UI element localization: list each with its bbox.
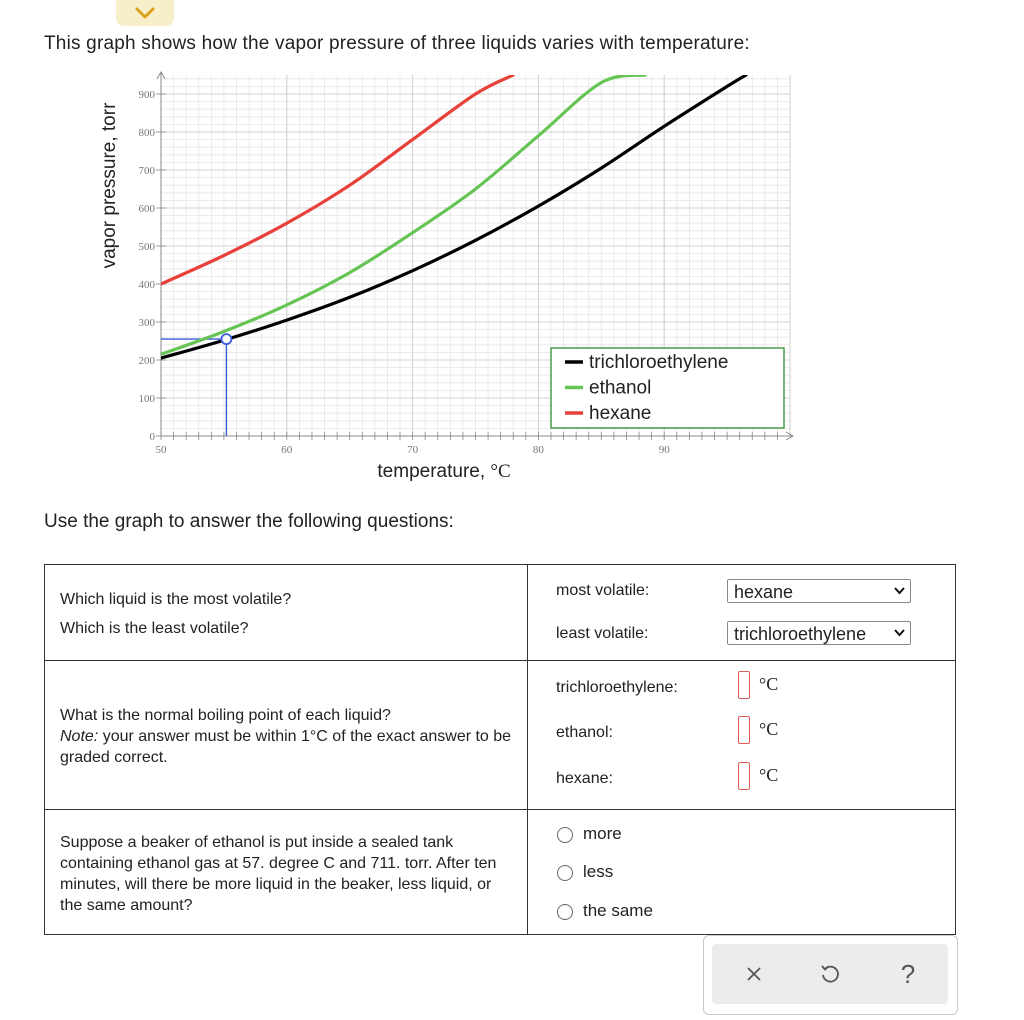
x-axis-label: temperature, °C (377, 461, 511, 482)
data-point-marker (221, 334, 231, 344)
legend-label-ethanol: ethanol (589, 377, 652, 399)
note-body: your answer must be within 1°C of the exact answer to be graded correct. (60, 728, 512, 766)
y-tick-label: 900 (138, 89, 155, 101)
least-volatile-label: least volatile: (556, 625, 649, 642)
y-tick-label: 0 (149, 431, 155, 443)
radio-same[interactable] (557, 904, 573, 920)
chevron-down-icon (894, 587, 905, 595)
legend-label-trichloroethylene: trichloroethylene (589, 352, 729, 373)
x-tick-label: 90 (658, 444, 670, 456)
x-tick-label: 80 (532, 444, 544, 456)
question-table (44, 564, 956, 935)
boiling-label-hexane: hexane: (556, 770, 613, 787)
y-tick-label: 600 (138, 203, 155, 215)
y-tick-label: 800 (138, 127, 155, 139)
y-tick-label: 400 (138, 279, 155, 291)
help-icon (898, 961, 918, 987)
y-axis-label: vapor pressure, torr (99, 102, 120, 269)
unit-celsius: °C (759, 674, 779, 694)
boiling-input-ethanol[interactable] (738, 716, 750, 744)
question-volatility (45, 565, 527, 639)
x-tick-label: 60 (281, 444, 293, 456)
y-tick-label: 300 (138, 317, 155, 329)
svg-text:?: ? (900, 961, 916, 987)
question-text: What is the normal boiling point of each liquid? (60, 707, 391, 724)
question-boiling (45, 661, 527, 768)
select-value: hexane (734, 582, 794, 602)
legend-label-hexane: hexane (589, 403, 652, 424)
note-label: Note: (60, 728, 99, 745)
question-row-ethanol-tank (45, 810, 956, 935)
vapor-pressure-chart (95, 70, 805, 490)
question-text: Which is the least volatile? (60, 620, 249, 637)
y-tick-label: 700 (138, 165, 155, 177)
question-row-boiling (45, 661, 956, 810)
option-less-label: less (583, 862, 614, 881)
clear-button[interactable] (738, 958, 770, 990)
question-row-volatility (45, 565, 956, 661)
answer-toolbar (703, 935, 958, 1015)
x-tick-label: 70 (407, 444, 419, 456)
option-same-label: the same (583, 901, 653, 920)
boiling-label-ethanol: ethanol: (556, 724, 613, 741)
unit-celsius: °C (759, 719, 779, 739)
most-volatile-select[interactable] (727, 579, 911, 603)
chevron-down-icon (135, 7, 155, 19)
boiling-label-trichloroethylene: trichloroethylene: (556, 679, 678, 696)
prompt-text: Use the graph to answer the following questions: (44, 511, 454, 532)
y-tick-label: 200 (138, 355, 155, 367)
y-tick-label: 100 (138, 393, 155, 405)
y-tick-label: 500 (138, 241, 155, 253)
boiling-input-hexane[interactable] (738, 762, 750, 790)
least-volatile-select[interactable] (727, 621, 911, 645)
question-text: Which liquid is the most volatile? (60, 591, 292, 608)
undo-button[interactable] (814, 958, 846, 990)
marker-guide-line (161, 339, 226, 436)
undo-icon (819, 963, 841, 985)
intro-text: This graph shows how the vapor pressure of three liquids varies with temperature: (44, 33, 750, 54)
question-tank: Suppose a beaker of ethanol is put inside a sealed tank containing ethanol gas at 57. degree C and 711. torr. After ten minutes, will there be more liquid in the beaker, less liquid, or the same amount? (60, 834, 497, 914)
option-more-label: more (583, 824, 622, 843)
boiling-input-trichloroethylene[interactable] (738, 671, 750, 699)
radio-less[interactable] (557, 865, 573, 881)
unit-celsius: °C (759, 765, 779, 785)
note-text (60, 726, 517, 768)
select-value: trichloroethylene (734, 624, 867, 644)
collapse-tab[interactable] (116, 0, 174, 26)
help-button[interactable] (892, 958, 924, 990)
close-icon (746, 966, 762, 982)
x-tick-label: 50 (155, 444, 167, 456)
chevron-down-icon (894, 629, 905, 637)
most-volatile-label: most volatile: (556, 582, 650, 599)
radio-more[interactable] (557, 827, 573, 843)
